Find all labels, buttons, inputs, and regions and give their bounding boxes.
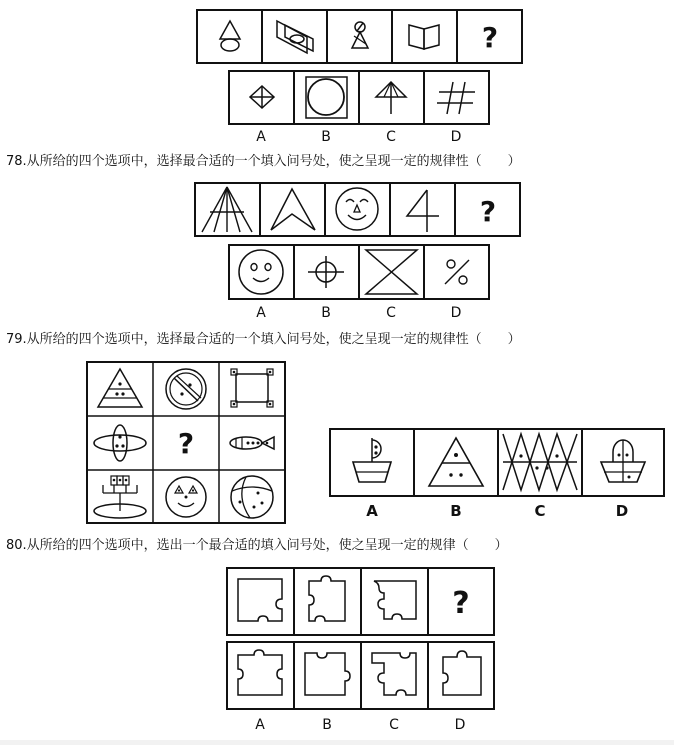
fan-lines-figure bbox=[196, 184, 259, 235]
q77-figure-1 bbox=[196, 9, 263, 64]
q78-figure-3 bbox=[324, 182, 391, 237]
q77-option-d[interactable] bbox=[423, 70, 490, 125]
q79-option-d[interactable] bbox=[581, 428, 665, 497]
q78-option-d[interactable] bbox=[423, 244, 490, 300]
percent-figure bbox=[425, 246, 488, 298]
umbrella-figure bbox=[360, 72, 423, 123]
q78-figure-4 bbox=[389, 182, 456, 237]
q79-label-d: D bbox=[615, 502, 629, 520]
four-shape-figure bbox=[391, 184, 454, 235]
puzzle-piece-figure bbox=[228, 569, 293, 634]
hourglass-figure bbox=[360, 246, 423, 298]
q77-label-d: D bbox=[450, 129, 462, 145]
q80-question-cell bbox=[427, 567, 495, 636]
q80-option-d[interactable] bbox=[427, 641, 495, 710]
circle-crossed-triangle-figure bbox=[328, 11, 391, 62]
bottom-divider bbox=[0, 740, 674, 745]
q78-label-c: C bbox=[386, 305, 396, 321]
crossed-ellipses-figure bbox=[94, 425, 146, 461]
q78-question-cell bbox=[454, 182, 521, 237]
boat-figure bbox=[331, 430, 413, 495]
fish-figure bbox=[230, 437, 274, 449]
dotted-frame-figure bbox=[231, 369, 273, 407]
question-mark-glyph bbox=[456, 184, 519, 235]
q80-option-b[interactable] bbox=[293, 641, 362, 710]
q78-option-a[interactable] bbox=[228, 244, 295, 300]
q80-option-a[interactable] bbox=[226, 641, 295, 710]
q78-label-b: B bbox=[321, 305, 331, 321]
q79-label-c: C bbox=[534, 502, 546, 520]
puzzle-piece-figure bbox=[362, 569, 427, 634]
q77-label-b: B bbox=[321, 129, 331, 145]
basket-figure bbox=[583, 430, 663, 495]
q80-label-a: A bbox=[255, 717, 265, 733]
q79-grid-figures bbox=[86, 361, 286, 524]
q77-label-c: C bbox=[386, 129, 396, 145]
q79-option-a[interactable] bbox=[329, 428, 415, 497]
q78-question-text: 78.从所给的四个选项中，选择最合适的一个填入问号处，使之呈现一定的规律性（ ） bbox=[6, 154, 521, 169]
question-mark-glyph bbox=[429, 569, 493, 634]
puzzle-piece-figure bbox=[362, 643, 427, 708]
q80-figure-1 bbox=[226, 567, 295, 636]
q77-option-b[interactable] bbox=[293, 70, 360, 125]
q77-figure-3 bbox=[326, 9, 393, 64]
q79-grid bbox=[86, 361, 286, 524]
smiley-face-figure bbox=[230, 246, 293, 298]
q78-figure-1 bbox=[194, 182, 261, 237]
crosshair-figure bbox=[295, 246, 358, 298]
candelabrum-figure bbox=[94, 476, 146, 518]
q78-option-c[interactable] bbox=[358, 244, 425, 300]
hash-figure bbox=[425, 72, 488, 123]
q77-option-a[interactable] bbox=[228, 70, 295, 125]
arrowhead-figure bbox=[261, 184, 324, 235]
square-ellipse-figure bbox=[295, 72, 358, 123]
q78-option-b[interactable] bbox=[293, 244, 360, 300]
q80-label-d: D bbox=[454, 717, 466, 733]
split-triangle-figure bbox=[415, 430, 497, 495]
q79-label-b: B bbox=[450, 502, 462, 520]
puzzle-piece-figure bbox=[429, 643, 493, 708]
q79-question-text: 79.从所给的四个选项中，选择最合适的一个填入问号处，使之呈现一定的规律性（ ） bbox=[6, 332, 521, 347]
triangle-ellipse-figure bbox=[198, 11, 261, 62]
puzzle-piece-figure bbox=[228, 643, 293, 708]
q78-figure-2 bbox=[259, 182, 326, 237]
puzzle-piece-figure bbox=[295, 569, 360, 634]
no-sign-figure bbox=[166, 369, 206, 409]
striped-triangle-figure bbox=[98, 369, 142, 407]
diamond-cross-figure bbox=[230, 72, 293, 123]
q80-figure-2 bbox=[293, 567, 362, 636]
q79-label-a: A bbox=[366, 502, 378, 520]
q77-question-cell bbox=[456, 9, 523, 64]
q78-label-a: A bbox=[256, 305, 266, 321]
triangle-eyes-face-figure bbox=[166, 477, 206, 517]
q79-option-b[interactable] bbox=[413, 428, 499, 497]
q80-label-c: C bbox=[389, 717, 399, 733]
puzzle-piece-figure bbox=[295, 643, 360, 708]
q77-figure-2 bbox=[261, 9, 328, 64]
q79-option-c[interactable] bbox=[497, 428, 583, 497]
question-mark-glyph bbox=[458, 11, 521, 62]
open-book-figure bbox=[393, 11, 456, 62]
q80-option-c[interactable] bbox=[360, 641, 429, 710]
q77-question-mark: ? bbox=[481, 21, 499, 54]
smiley-nose-figure bbox=[326, 184, 389, 235]
q77-label-a: A bbox=[256, 129, 266, 145]
q78-label-d: D bbox=[450, 305, 462, 321]
ball-figure bbox=[231, 476, 273, 518]
q79-question-mark: ? bbox=[177, 427, 195, 460]
q80-figure-3 bbox=[360, 567, 429, 636]
q80-question-text: 80.从所给的四个选项中，选出一个最合适的填入问号处，使之呈现一定的规律（ ） bbox=[6, 538, 508, 553]
zigzag-figure bbox=[499, 430, 581, 495]
q80-question-mark: ? bbox=[452, 586, 470, 621]
q77-option-c[interactable] bbox=[358, 70, 425, 125]
q78-question-mark: ? bbox=[479, 195, 497, 228]
q77-figure-4 bbox=[391, 9, 458, 64]
q80-label-b: B bbox=[322, 717, 332, 733]
parallelogram-ellipse-figure bbox=[263, 11, 326, 62]
